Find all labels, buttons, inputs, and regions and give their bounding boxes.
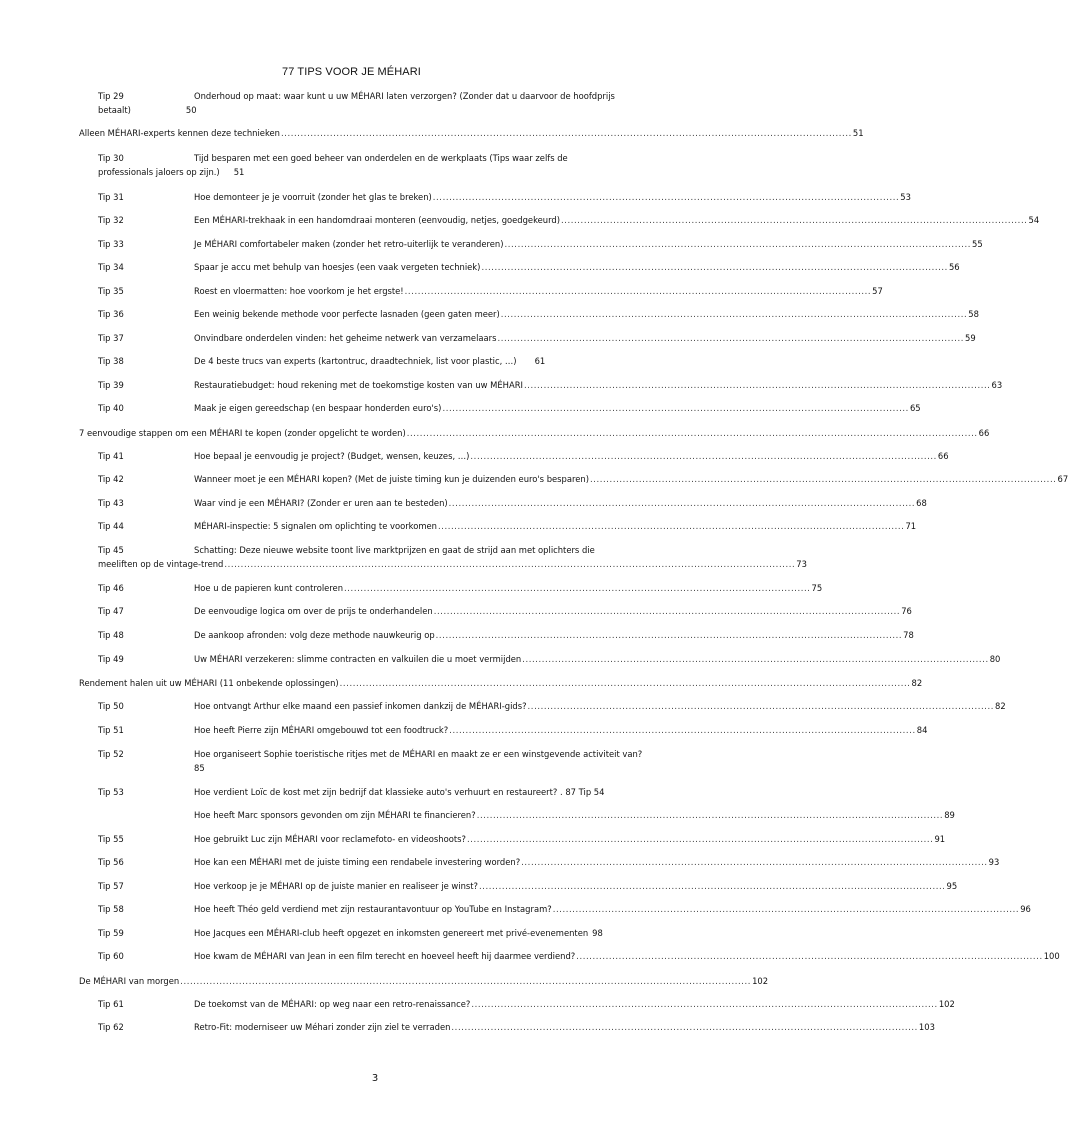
document-title: 77 TIPS VOOR JE MÉHARI <box>282 66 421 78</box>
tip-label: Tip 43 <box>98 498 124 508</box>
tip-label: Tip 34 <box>98 262 124 272</box>
page-ref: 53 <box>900 192 911 202</box>
toc-entry-tip-52[interactable] <box>0 748 750 776</box>
toc-entry-tip-30[interactable] <box>0 152 750 180</box>
page-ref: 98 <box>592 928 603 938</box>
toc-entry-tip-40[interactable] <box>0 402 921 416</box>
page-ref: 89 <box>944 810 955 820</box>
section-title: Rendement halen uit uw MÉHARI (11 onbekende oplossingen) <box>79 678 339 688</box>
tip-title: Hoe u de papieren kunt controleren <box>194 583 344 593</box>
toc-entry-tip-54[interactable] <box>0 809 955 823</box>
leader-dots: ............................................................................................................................................... <box>476 810 944 820</box>
leader-dots: ............................................................................................................................................... <box>451 1022 918 1032</box>
leader-dots: ............................................................................................................................................... <box>521 857 988 867</box>
page-ref: 102 <box>752 976 769 986</box>
page-ref: 80 <box>989 654 1001 664</box>
toc-entry-tip-47[interactable] <box>0 605 912 619</box>
toc-entry-tip-38[interactable] <box>0 355 750 369</box>
page-ref: 51 <box>233 167 245 177</box>
page-ref: 67 <box>1057 474 1068 484</box>
tip-title: De 4 beste trucs van experts (kartontruc, draadtechniek, list voor plastic, …) <box>194 356 517 366</box>
page-ref: 82 <box>911 678 923 688</box>
page-ref: 82 <box>995 701 1006 711</box>
tip-title: Je MÉHARI comfortabeler maken (zonder het retro-uiterlijk te veranderen) <box>194 239 504 249</box>
page-ref: 84 <box>916 725 928 735</box>
toc-entry-tip-62[interactable] <box>0 1021 935 1035</box>
tip-label: Tip 62 <box>98 1022 124 1032</box>
page-number: 3 <box>371 1073 379 1084</box>
page-ref: 63 <box>991 380 1003 390</box>
toc-entry-tip-57[interactable] <box>0 880 958 894</box>
page-ref: 68 <box>916 498 927 508</box>
tip-label: Tip 44 <box>98 521 124 531</box>
tip-label: Tip 31 <box>98 192 124 202</box>
page-ref: 93 <box>988 857 1000 867</box>
toc-entry-tip-37[interactable] <box>0 332 976 346</box>
leader-dots: ............................................................................................................................................... <box>589 474 1057 484</box>
page-ref: 96 <box>1020 904 1031 914</box>
page-ref: 57 <box>872 286 883 296</box>
tip-label: Tip 60 <box>98 951 124 961</box>
leader-dots: ............................................................................................................................................... <box>522 654 989 664</box>
tip-title-continued: professionals jaloers op zijn.) <box>98 167 220 177</box>
tip-title: Spaar je accu met behulp van hoesjes (een vaak vergeten techniek) <box>194 262 481 272</box>
leader-dots: ............................................................................................................................................... <box>552 904 1020 914</box>
toc-entry-tip-56[interactable] <box>0 856 1000 870</box>
tip-title: Hoe organiseert Sophie toeristische ritjes met de MÉHARI en maakt ze er een winstgevende activiteit van? <box>194 749 643 759</box>
page-ref: 50 <box>185 105 197 115</box>
leader-dots: ............................................................................................................................................... <box>435 630 903 640</box>
tip-label: Tip 41 <box>98 451 124 461</box>
tip-title-continued: meeliften op de vintage-trend <box>98 559 224 569</box>
toc-entry-tip-36[interactable] <box>0 308 979 322</box>
toc-entry-tip-59[interactable] <box>0 927 750 941</box>
tip-title: Hoe heeft Marc sponsors gevonden om zijn MÉHARI te financieren? <box>194 810 476 820</box>
tip-title: Onvindbare onderdelen vinden: het geheime netwerk van verzamelaars <box>194 333 497 343</box>
tip-label: Tip 61 <box>98 999 124 1009</box>
page-ref: 78 <box>903 630 914 640</box>
toc-entry-tip-41[interactable] <box>0 450 949 464</box>
tip-title: Hoe heeft Théo geld verdiend met zijn restaurantavontuur op YouTube en Instagram? <box>194 904 552 914</box>
page-ref: 95 <box>946 881 958 891</box>
leader-dots: ............................................................................................................................................................................... <box>339 678 911 688</box>
leader-dots: ............................................................................................................................................... <box>344 583 811 593</box>
tip-label: Tip 37 <box>98 333 124 343</box>
tip-title: Schatting: Deze nieuwe website toont live marktprijzen en gaat de strijd aan met oplichters die <box>194 545 595 555</box>
leader-dots: ............................................................................................................................................................................... <box>406 428 978 438</box>
page-ref: 51 <box>852 128 864 138</box>
tip-title: Hoe kwam de MÉHARI van Jean in een film terecht en hoeveel heeft hij daarmee verdiend? <box>194 951 576 961</box>
toc-entry-tip-49[interactable] <box>0 653 1001 667</box>
leader-dots: ............................................................................................................................................... <box>466 834 934 844</box>
tip-label: Tip 49 <box>98 654 124 664</box>
tip-title: Onderhoud op maat: waar kunt u uw MÉHARI laten verzorgen? (Zonder dat u daarvoor de hoofdprijs <box>194 91 615 101</box>
page-ref: 55 <box>972 239 983 249</box>
toc-entry-tip-53[interactable] <box>0 786 750 800</box>
page-ref: 65 <box>909 403 921 413</box>
leader-dots: ............................................................................................................................................... <box>433 606 901 616</box>
tip-label: Tip 39 <box>98 380 124 390</box>
toc-entry-tip-34[interactable] <box>0 261 960 275</box>
page-ref: 59 <box>964 333 976 343</box>
toc-entry-tip-44[interactable] <box>0 520 917 534</box>
page-ref: 103 <box>918 1022 935 1032</box>
leader-dots: ............................................................................................................................................... <box>449 725 916 735</box>
toc-entry-tip-46[interactable] <box>0 582 823 596</box>
tip-title: De toekomst van de MÉHARI: op weg naar een retro-renaissance? <box>194 999 471 1009</box>
page-ref: 58 <box>968 309 979 319</box>
leader-dots: ............................................................................................................................................... <box>432 192 900 202</box>
leader-dots: ............................................................................................................................................... <box>576 951 1043 961</box>
tip-title: Een weinig bekende methode voor perfecte lasnaden (geen gaten meer) <box>194 309 500 319</box>
tip-title: De aankoop afronden: volg deze methode nauwkeurig op <box>194 630 435 640</box>
tip-label: Tip 35 <box>98 286 124 296</box>
toc-section-rendement[interactable] <box>0 677 923 691</box>
tip-title: Restauratiebudget: houd rekening met de toekomstige kosten van uw MÉHARI <box>194 380 523 390</box>
page-ref: 73 <box>796 559 807 569</box>
toc-entry-tip-43[interactable] <box>0 497 927 511</box>
toc-entry-tip-50[interactable] <box>0 700 1006 714</box>
page-ref: 66 <box>937 451 949 461</box>
page-ref: 54 <box>1028 215 1040 225</box>
leader-dots: ............................................................................................................................................... <box>471 999 938 1009</box>
leader-dots: ............................................................................................................................................................................... <box>280 128 852 138</box>
leader-dots: ............................................................................................................................................... <box>504 239 972 249</box>
tip-title: Hoe bepaal je eenvoudig je project? (Budget, wensen, keuzes, …) <box>194 451 470 461</box>
toc-section-morgen[interactable] <box>0 975 769 989</box>
section-title: Alleen MÉHARI-experts kennen deze technieken <box>79 128 280 138</box>
tip-title: Tijd besparen met een goed beheer van onderdelen en de werkplaats (Tips waar zelfs de <box>194 153 568 163</box>
toc-entry-tip-39[interactable] <box>0 379 1003 393</box>
tip-title-continued: betaalt) <box>98 105 131 115</box>
toc-entry-tip-45[interactable] <box>0 544 807 572</box>
tip-title: Hoe ontvangt Arthur elke maand een passief inkomen dankzij de MÉHARI-gids? <box>194 701 527 711</box>
tip-label: Tip 57 <box>98 881 124 891</box>
toc-entry-tip-33[interactable] <box>0 238 983 252</box>
tip-title: MÉHARI-inspectie: 5 signalen om oplichting te voorkomen <box>194 521 437 531</box>
tip-title: Hoe Jacques een MÉHARI-club heeft opgezet en inkomsten genereert met privé-evenementen <box>194 928 589 938</box>
leader-dots: ............................................................................................................................................... <box>527 701 995 711</box>
leader-dots: ............................................................................................................................................... <box>470 451 937 461</box>
leader-dots: ............................................................................................................................................... <box>481 262 948 272</box>
tip-label: Tip 30 <box>98 153 124 163</box>
page-ref: 61 <box>534 356 546 366</box>
tip-title: Uw MÉHARI verzekeren: slimme contracten en valkuilen die u moet vermijden <box>194 654 522 664</box>
page-ref: 71 <box>905 521 917 531</box>
page-ref: 66 <box>978 428 990 438</box>
tip-title: Maak je eigen gereedschap (en bespaar honderden euro's) <box>194 403 442 413</box>
tip-label: Tip 58 <box>98 904 124 914</box>
tip-label: Tip 47 <box>98 606 124 616</box>
toc-entry-tip-29[interactable] <box>0 90 750 118</box>
tip-title: De eenvoudige logica om over de prijs te onderhandelen <box>194 606 433 616</box>
leader-dots: ............................................................................................................................................... <box>500 309 968 319</box>
toc-entry-tip-31[interactable] <box>0 191 911 205</box>
tip-label: Tip 38 <box>98 356 124 366</box>
section-title: De MÉHARI van morgen <box>79 976 180 986</box>
leader-dots: ............................................................................................................................................................................... <box>180 976 752 986</box>
tip-label: Tip 46 <box>98 583 124 593</box>
tip-title: Retro-Fit: moderniseer uw Méhari zonder zijn ziel te verraden <box>194 1022 451 1032</box>
tip-label: Tip 42 <box>98 474 124 484</box>
toc-entry-tip-61[interactable] <box>0 998 955 1012</box>
tip-title: Hoe demonteer je je voorruit (zonder het glas te breken) <box>194 192 432 202</box>
leader-dots: ............................................................................................................................................... <box>497 333 964 343</box>
toc-section-experts[interactable] <box>0 127 864 141</box>
leader-dots: ............................................................................................................................................... <box>560 215 1028 225</box>
leader-dots: ............................................................................................................................................... <box>524 380 991 390</box>
tip-label: Tip 51 <box>98 725 124 735</box>
leader-dots: ............................................................................................................................................... <box>448 498 916 508</box>
toc-entry-tip-35[interactable] <box>0 285 883 299</box>
page-ref: 102 <box>938 999 955 1009</box>
tip-title: Hoe verdient Loïc de kost met zijn bedrijf dat klassieke auto's verhuurt en restaureert? . 87 Tip 54 <box>194 787 605 797</box>
toc-entry-tip-48[interactable] <box>0 629 914 643</box>
page-ref: 91 <box>934 834 946 844</box>
toc-entry-tip-32[interactable] <box>0 214 1040 228</box>
toc-entry-tip-60[interactable] <box>0 950 1060 964</box>
tip-label: Tip 56 <box>98 857 124 867</box>
tip-title: Hoe kan een MÉHARI met de juiste timing een rendabele investering worden? <box>194 857 521 867</box>
tip-title: Hoe gebruikt Luc zijn MÉHARI voor reclamefoto- en videoshoots? <box>194 834 466 844</box>
tip-label: Tip 52 <box>98 749 124 759</box>
section-title: 7 eenvoudige stappen om een MÉHARI te kopen (zonder opgelicht te worden) <box>79 428 406 438</box>
page-ref: 76 <box>901 606 912 616</box>
toc-entry-tip-58[interactable] <box>0 903 1031 917</box>
leader-dots: ............................................................................................................................................... <box>442 403 909 413</box>
tip-label: Tip 45 <box>98 545 124 555</box>
tip-label: Tip 33 <box>98 239 124 249</box>
leader-dots: ............................................................................................................................................... <box>404 286 872 296</box>
toc-entry-tip-51[interactable] <box>0 724 928 738</box>
page-ref: 56 <box>948 262 960 272</box>
toc-entry-tip-42[interactable] <box>0 473 1068 487</box>
tip-title: Wanneer moet je een MÉHARI kopen? (Met de juiste timing kun je duizenden euro's besparen) <box>194 474 589 484</box>
tip-label: Tip 53 <box>98 787 124 797</box>
tip-title: Een MÉHARI-trekhaak in een handomdraai monteren (eenvoudig, netjes, goedgekeurd) <box>194 215 560 225</box>
toc-entry-tip-55[interactable] <box>0 833 946 847</box>
tip-label: Tip 36 <box>98 309 124 319</box>
page-ref: 75 <box>811 583 823 593</box>
tip-label: Tip 55 <box>98 834 124 844</box>
tip-label: Tip 48 <box>98 630 124 640</box>
tip-title: Hoe heeft Pierre zijn MÉHARI omgebouwd tot een foodtruck? <box>194 725 449 735</box>
leader-dots: ............................................................................................................................................... <box>437 521 905 531</box>
tip-label: Tip 50 <box>98 701 124 711</box>
leader-dots: ............................................................................................................................................... <box>479 881 946 891</box>
tip-label: Tip 59 <box>98 928 124 938</box>
tip-title: Roest en vloermatten: hoe voorkom je het ergste! <box>194 286 404 296</box>
tip-label: Tip 29 <box>98 91 124 101</box>
tip-label: Tip 32 <box>98 215 124 225</box>
page-ref: 85 <box>194 763 205 773</box>
tip-title: Waar vind je een MÉHARI? (Zonder er uren aan te besteden) <box>194 498 448 508</box>
leader-dots: ............................................................................................................................................................................... <box>224 559 796 569</box>
toc-section-kopen[interactable] <box>0 427 990 441</box>
page-ref: 100 <box>1043 951 1060 961</box>
tip-title: Hoe verkoop je je MÉHARI op de juiste manier en realiseer je winst? <box>194 881 478 891</box>
tip-label: Tip 40 <box>98 403 124 413</box>
